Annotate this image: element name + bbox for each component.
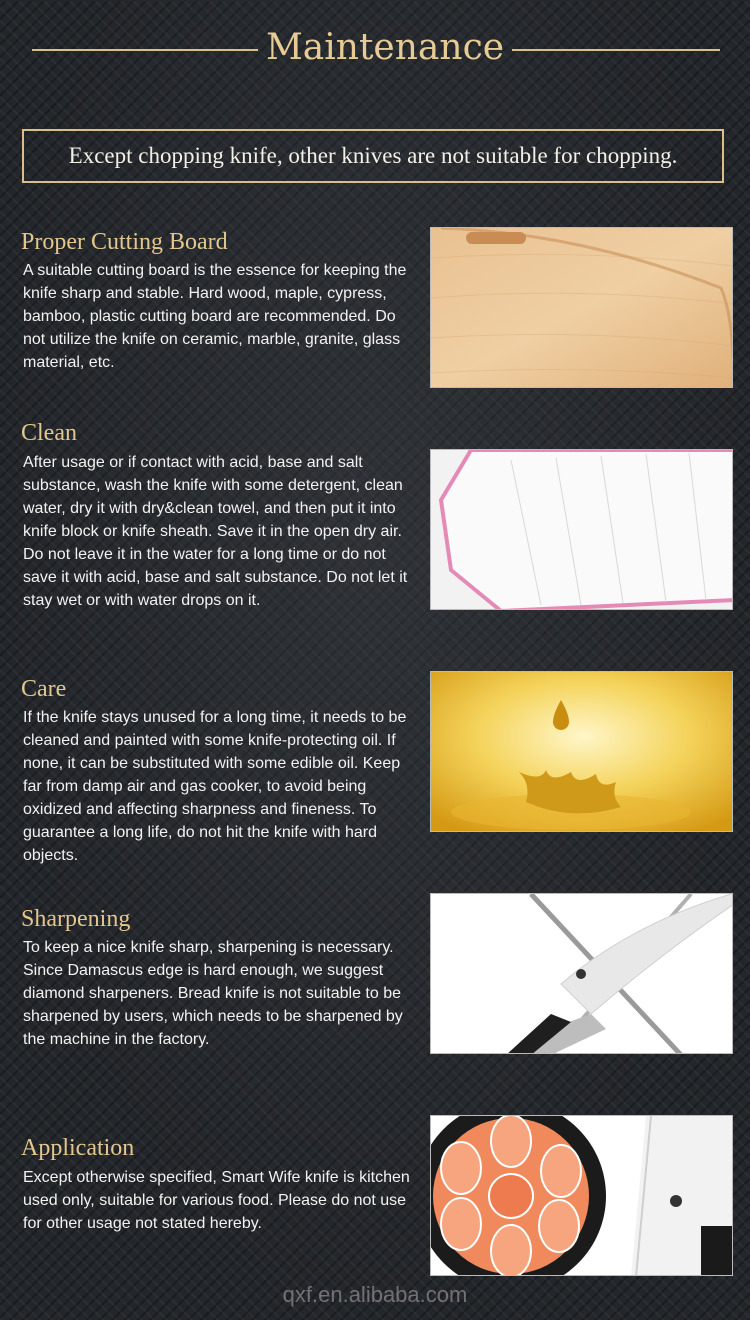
salmon-plate-illustration [431,1116,733,1276]
towel-illustration [431,450,733,610]
section-body-clean: After usage or if contact with acid, base and salt substance, wash the knife with some detergent, clean water, dry it with dry&clean towel, and then put it into knife block or knife sheath. Save it in the open dry air. Do not leave it in the water for a long time or do not save it with acid, base and salt substance. Do not let it stay wet or with water drops on it. [23,454,408,609]
salmon-image [430,1115,733,1276]
section-title-sharpening: Sharpening [21,906,131,932]
oil-image [430,671,733,832]
section-body-cutting-board: A suitable cutting board is the essence for keeping the knife sharp and stable. Hard wood, maple, cypress, bamboo, plastic cutting board are recommended. Do not utilize the knife on ceramic, marble, granite, glass material, etc. [23,262,407,371]
section-title-cutting-board: Proper Cutting Board [21,229,228,255]
title-divider-right [512,49,720,51]
knife-sharpener-illustration [431,894,733,1054]
section-title-care: Care [21,676,67,702]
section-body-sharpening: To keep a nice knife sharp, sharpening is necessary. Since Damascus edge is hard enough, we suggest diamond sharpeners. Bread knife is not suitable to be sharpened by users, which needs to be sharpened by the machine in the factory. [23,939,403,1048]
page-title: Maintenance [265,27,505,68]
oil-drop-illustration [431,672,733,832]
towel-image [430,449,733,610]
section-title-clean: Clean [21,420,77,446]
cutting-board-image [430,227,733,388]
section-title-application: Application [21,1135,135,1161]
section-body-care: If the knife stays unused for a long time, it needs to be cleaned and painted with some knife-protecting oil. If none, it can be substituted with some edible oil. Keep far from damp air and gas cooker, to avoid being oxidized and affecting sharpness and fineness. To guarantee a long life, do not hit the knife with hard objects. [23,709,407,864]
title-divider-left [32,49,258,51]
notice-box: Except chopping knife, other knives are not suitable for chopping. [22,129,724,183]
sharpening-image [430,893,733,1054]
watermark: qxf.en.alibaba.com [282,1282,468,1307]
title-banner [0,22,750,74]
section-body-application: Except otherwise specified, Smart Wife knife is kitchen used only, suitable for various food. Please do not use for other usage not stated hereby. [23,1169,410,1232]
cutting-board-illustration [431,228,733,388]
